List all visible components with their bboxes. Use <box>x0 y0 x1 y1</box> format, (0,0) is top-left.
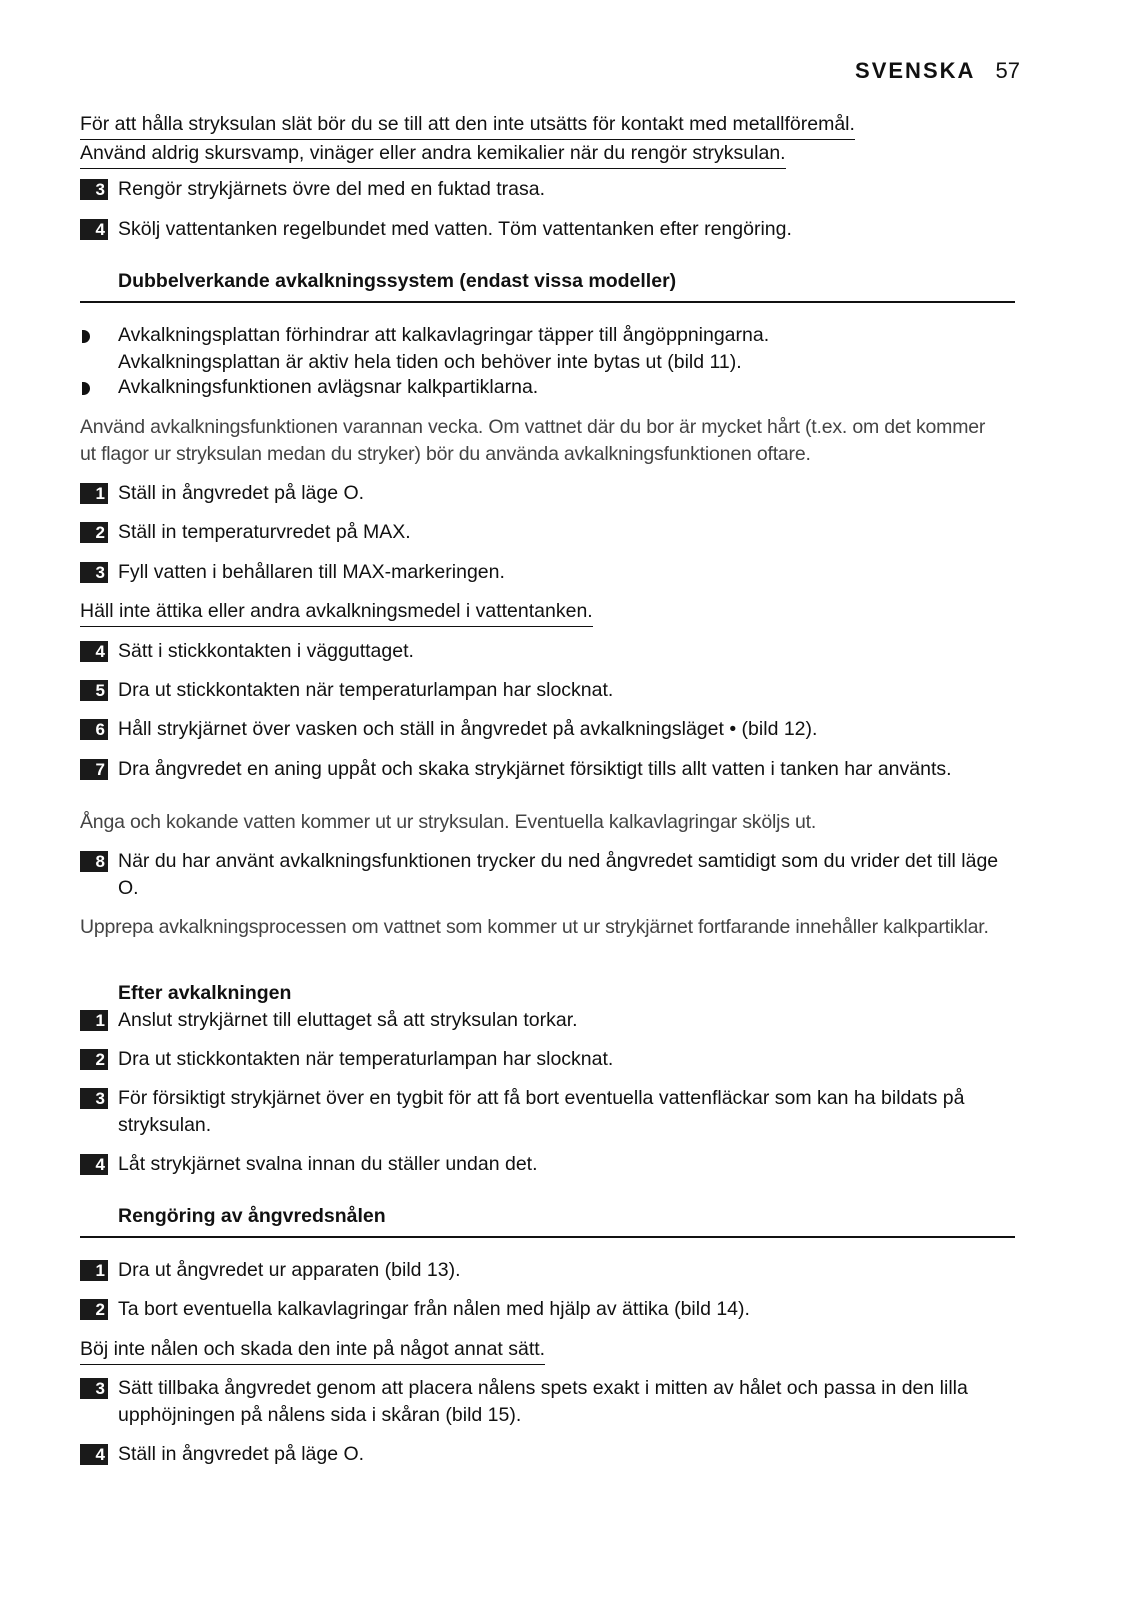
step-item <box>80 756 990 783</box>
bullet-text: Avkalkningsfunktionen avlägsnar kalkpartiklarna. <box>118 376 539 398</box>
step-number: 4 <box>80 1154 108 1175</box>
step-text: Dra ut ångvredet ur apparaten (bild 13). <box>118 1259 461 1281</box>
step-text: Sätt i stickkontakten i vägguttaget. <box>118 640 414 662</box>
step-number: 5 <box>80 680 108 701</box>
step-number: 3 <box>80 562 108 583</box>
step-item <box>80 1441 1020 1468</box>
bullet-item <box>80 322 860 376</box>
step-text: Ställ in ångvredet på läge O. <box>118 482 365 504</box>
step-text: Dra ut stickkontakten när temperaturlampan har slocknat. <box>118 1048 614 1070</box>
step-item <box>80 1257 1020 1284</box>
step-number: 4 <box>80 641 108 662</box>
step-number: 4 <box>80 219 108 240</box>
bullet-item <box>80 374 1020 401</box>
step-item <box>80 176 1020 203</box>
warning-text: Böj inte nålen och skada den inte på något annat sätt. <box>80 1336 545 1365</box>
step-text: För försiktigt strykjärnet över en tygbit för att få bort eventuella vattenfläckar som kan ha bildats på stryksulan. <box>118 1087 965 1136</box>
warning-line-2: Använd aldrig skursvamp, vinäger eller andra kemikalier när du rengör stryksulan. <box>80 140 786 169</box>
step-text: Sätt tillbaka ångvredet genom att placera nålens spets exakt i mitten av hålet och passa in den lilla upphöjningen på nålens sida i skåran (bild 15). <box>118 1377 968 1426</box>
step-item <box>80 216 1020 243</box>
step-text: Rengör strykjärnets övre del med en fuktad trasa. <box>118 178 546 200</box>
step-text: Fyll vatten i behållaren till MAX-markeringen. <box>118 561 505 583</box>
section-heading-after: Efter avkalkningen <box>118 982 292 1004</box>
step-number: 3 <box>80 179 108 200</box>
step-text: Håll strykjärnet över vasken och ställ in ångvredet på avkalkningsläget • (bild 12). <box>118 718 818 740</box>
step-number: 1 <box>80 1010 108 1031</box>
step-number: 4 <box>80 1444 108 1465</box>
bullet-icon <box>82 330 90 343</box>
page-number: 57 <box>995 58 1020 83</box>
step-item <box>80 1007 1020 1034</box>
section-heading-decalc: Dubbelverkande avkalkningssystem (endast vissa modeller) <box>80 268 1015 303</box>
step-number: 6 <box>80 719 108 740</box>
step-item <box>80 1151 1020 1178</box>
step-number: 3 <box>80 1088 108 1109</box>
step-item <box>80 677 1020 704</box>
warning-needle <box>80 1336 1020 1365</box>
step-item <box>80 1046 1020 1073</box>
step-text: Ta bort eventuella kalkavlagringar från nålen med hjälp av ättika (bild 14). <box>118 1298 750 1320</box>
bullet-text: Avkalkningsplattan förhindrar att kalkavlagringar täpper till ångöppningarna. Avkalkningsplattan är aktiv hela tiden och behöver inte bytas ut (bild 11). <box>118 324 770 373</box>
step-item <box>80 1375 1020 1429</box>
step-item <box>80 559 1020 586</box>
step-text: Låt strykjärnet svalna innan du ställer undan det. <box>118 1153 538 1175</box>
page-header <box>855 58 1020 84</box>
step-text: Skölj vattentanken regelbundet med vatten. Töm vattentanken efter rengöring. <box>118 218 792 240</box>
step-7-note: Ånga och kokande vatten kommer ut ur stryksulan. Eventuella kalkavlagringar sköljs ut. <box>80 811 817 833</box>
step-number: 2 <box>80 1299 108 1320</box>
step-item <box>80 716 1020 743</box>
language-label: SVENSKA <box>855 58 976 83</box>
step-number: 3 <box>80 1378 108 1399</box>
step-number: 2 <box>80 1049 108 1070</box>
step-item <box>80 480 1020 507</box>
step-text: Ställ in temperaturvredet på MAX. <box>118 521 411 543</box>
step-item <box>80 519 1020 546</box>
step-text: Anslut strykjärnet till eluttaget så att stryksulan torkar. <box>118 1009 578 1031</box>
decalc-intro: Använd avkalkningsfunktionen varannan vecka. Om vattnet där du bor är mycket hårt (t.ex. om det kommer ut flagor ur stryksulan medan du stryker) bör du använda avkalkningsfunktionen oftare. <box>80 416 986 465</box>
step-number: 1 <box>80 1260 108 1281</box>
step-number: 2 <box>80 522 108 543</box>
step-number: 7 <box>80 759 108 780</box>
step-item <box>80 1296 1020 1323</box>
section-heading-needle: Rengöring av ångvredsnålen <box>80 1203 1015 1238</box>
bullet-icon <box>82 382 90 395</box>
step-item <box>80 848 1015 902</box>
warning-top <box>80 111 1020 169</box>
warning-text: Häll inte ättika eller andra avkalkningsmedel i vattentanken. <box>80 598 593 627</box>
step-text: När du har använt avkalkningsfunktionen trycker du ned ångvredet samtidigt som du vrider det till läge O. <box>118 850 999 899</box>
step-number: 1 <box>80 483 108 504</box>
step-item <box>80 1085 1005 1139</box>
step-number: 8 <box>80 851 108 872</box>
step-item <box>80 638 1020 665</box>
step-text: Dra ut stickkontakten när temperaturlampan har slocknat. <box>118 679 614 701</box>
warning-decalc <box>80 598 1020 627</box>
step-text: Dra ångvredet en aning uppåt och skaka strykjärnet försiktigt tills allt vatten i tanken har använts. <box>118 758 952 780</box>
step-text: Ställ in ångvredet på läge O. <box>118 1443 365 1465</box>
repeat-note: Upprepa avkalkningsprocessen om vattnet som kommer ut ur strykjärnet fortfarande innehåller kalkpartiklar. <box>80 916 989 938</box>
warning-line-1: För att hålla stryksulan slät bör du se till att den inte utsätts för kontakt med metallföremål. <box>80 111 855 140</box>
